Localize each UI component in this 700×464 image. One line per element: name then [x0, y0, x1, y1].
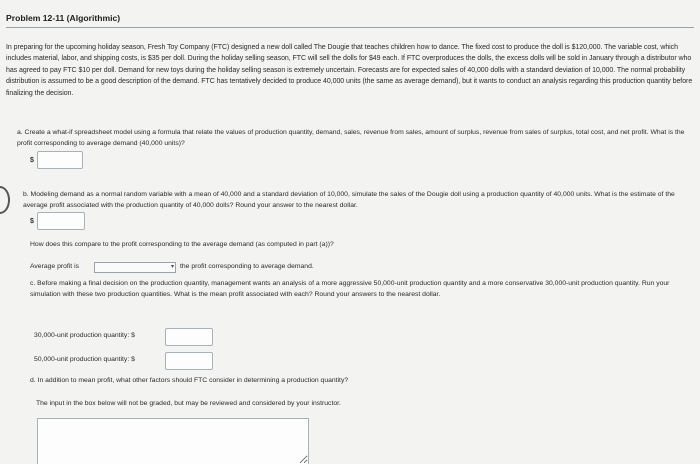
label-30k-quantity: 30,000-unit production quantity: $ [34, 332, 135, 339]
part-b-compare-question: How does this compare to the profit corresponding to the average demand (as computed in part (a))? [30, 241, 334, 248]
problem-title: Problem 12-11 (Algorithmic) [6, 13, 694, 28]
part-c-question: c. Before making a final decision on the production quantity, management wants an analysis of a more aggressive 50,000-unit production quantity and a more conservative 30,000-unit production quantity. Run your simulation with these two production quantities. What is the mean profit associated with each? Round your answers to the nearest dollar. [30, 280, 670, 298]
part-b-question: b. Modeling demand as a normal random variable with a mean of 40,000 and a standard deviation of 10,000, simulate the sales of the Dougie doll using a production quantity of 40,000 units. What is the estimate of the average profit associated with the production quantity of 40,000 dolls? Round your answer to the nearest dollar. [23, 191, 675, 209]
answer-30k-input[interactable] [165, 328, 213, 346]
part-a-currency: $ [30, 157, 34, 164]
label-50k-quantity: 50,000-unit production quantity: $ [34, 356, 135, 363]
problem-intro: In preparing for the upcoming holiday season, Fresh Toy Company (FTC) designed a new doll called The Dougie that teaches children how to dance. The fixed cost to produce the doll is $120,000. The variable cost, which includes material, labor, and shipping costs, is $35 per doll. During the holiday selling season, FTC will sell the dolls for $49 each. If FTC overproduces the dolls, the excess dolls will be sold in January through a distributor who has agreed to pay FTC $10 per doll. Demand for new toys during the holiday selling season is extremely uncertain. Forecasts are for expected sales of 40,000 dolls with a standard deviation of 10,000. The normal probability distribution is assumed to be a good description of the demand. FTC has tentatively decided to produce 40,000 units (the same as average demand), but it wants to conduct an analysis regarding this production quantity before finalizing the decision. [6, 44, 693, 97]
part-a-answer-input[interactable] [37, 151, 83, 169]
part-d-answer-textarea[interactable] [37, 418, 309, 464]
nav-circle-icon[interactable] [0, 186, 10, 214]
part-d-question: d. In addition to mean profit, what other factors should FTC consider in determining a production quantity? [30, 377, 349, 384]
compare-dropdown[interactable] [94, 262, 176, 273]
part-b-currency: $ [30, 218, 34, 225]
part-b-answer-input[interactable] [37, 212, 85, 230]
answer-50k-input[interactable] [165, 352, 213, 370]
part-d-note: The input in the box below will not be graded, but may be reviewed and considered by your instructor. [36, 400, 341, 407]
part-a-question: a. Create a what-if spreadsheet model using a formula that relate the values of production quantity, demand, sales, revenue from sales, amount of surplus, revenue from sales of surplus, total cost, and net profit. What is the profit corresponding to average demand (40,000 units)? [17, 129, 685, 147]
chevron-down-icon: ▾ [170, 264, 174, 270]
part-b-compare-prefix: Average profit is [30, 263, 79, 270]
part-b-compare-suffix: the profit corresponding to average demand. [180, 263, 314, 270]
